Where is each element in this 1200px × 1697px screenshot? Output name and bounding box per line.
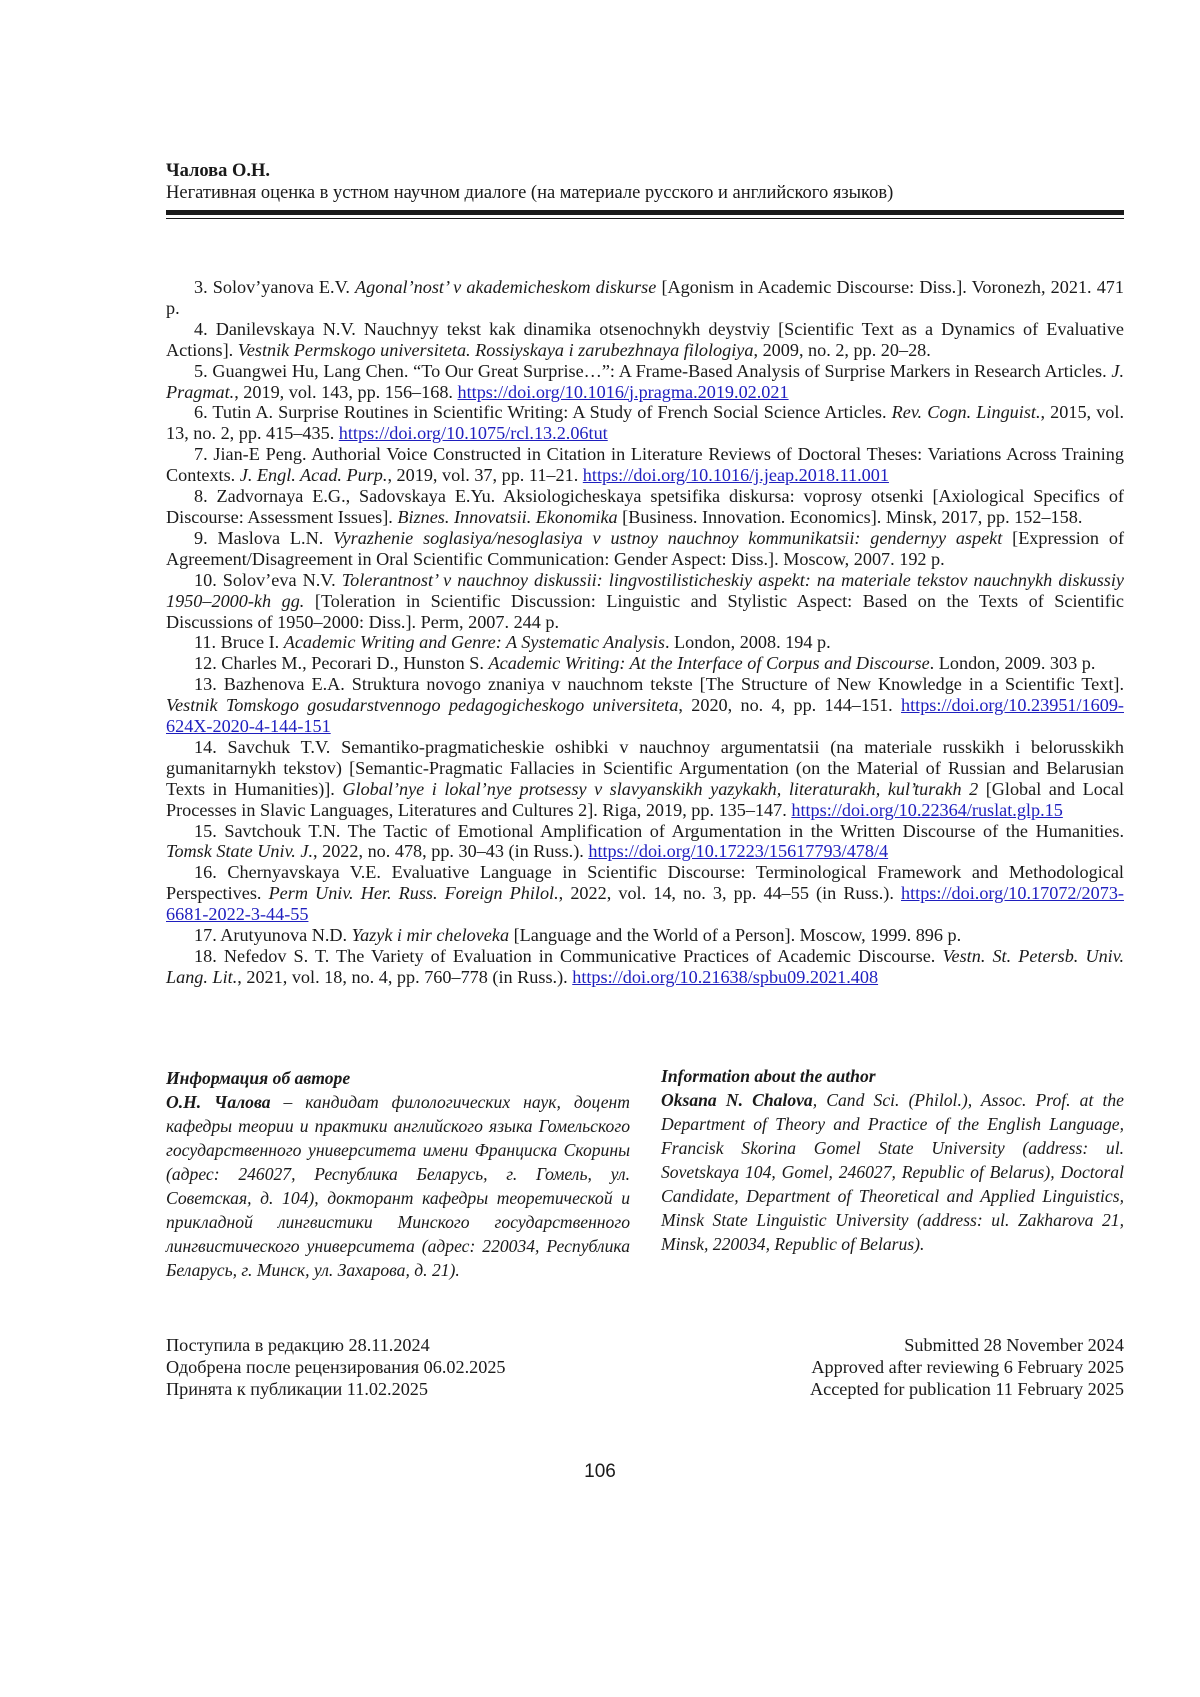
reference-item [166,925,1124,946]
reference-source-title: Academic Writing: At the Interface of Corpus and Discourse [489,653,930,673]
reference-source-title: Yazyk i mir cheloveka [352,925,509,945]
reference-text: , 2021, vol. 18, no. 4, pp. 760–778 (in Russ.). [237,967,572,987]
header-rule-thin [166,218,1124,219]
reference-source-title: Rev. Cogn. Linguist. [892,402,1041,422]
reference-text: , 2020, no. 4, pp. 144–151. [678,695,901,715]
author-info-ru-body [166,1090,630,1282]
reference-item [166,862,1124,925]
reference-source-title: Tolerantnost’ v nauchnoy diskussii: lingvostilisticheskiy aspekt: na materiale tekstov nauchnykh diskussiy 1950–2000-kh gg. [166,570,1124,611]
reference-item [166,319,1124,361]
doi-link[interactable]: https://doi.org/10.1016/j.pragma.2019.02.021 [458,382,789,402]
author-info-en-body [661,1088,1124,1256]
date-submitted-ru: Поступила в редакцию 28.11.2024 [166,1334,646,1356]
page-number: 106 [0,1461,1200,1483]
reference-item [166,528,1124,570]
reference-source-title: Academic Writing and Genre: A Systematic Analysis [284,632,665,652]
reference-text: 3. Solov’yanova E.V. [194,277,355,297]
author-info-ru [166,1066,630,1282]
date-submitted-en: Submitted 28 November 2024 [644,1334,1124,1356]
doi-link[interactable]: https://doi.org/10.1016/j.jeap.2018.11.001 [583,465,889,485]
author-name-en: Oksana N. Chalova [661,1090,813,1110]
reference-text: 4. Danilevskaya N.V. Nauchnyy tekst kak dinamika otsenochnykh deystviy [Scientific Text as a Dynamics of Evaluative Actions]. [166,319,1124,360]
reference-text: 14. Savchuk T.V. Semantiko-pragmaticheskie oshibki v nauchnoy argumentatsii (na materiale russkikh i belorusskikh gumanitarnykh tekstov) [Semantic-Pragmatic Fallacies in Scientific Argumentation (on the Material of Russian and Belarusian Texts in Humanities)]. [166,737,1124,799]
author-info-en-text: , Cand Sci. (Philol.), Assoc. Prof. at the Department of Theory and Practice of the English Language, Francisk Skorina Gomel State University (address: ul. Sovetskaya 104, Gomel, 246027, Republic of Belarus), Doctoral Candidate, Department of Theoretical and Applied Linguistics, Minsk State Linguistic University (address: ul. Zakharova 21, Minsk, 220034, Republic of Belarus). [661,1090,1124,1254]
reference-item [166,653,1124,674]
running-header [166,160,1124,204]
reference-source-title: Vestnik Permskogo universiteta. Rossiyskaya i zarubezhnaya filologiya [238,340,754,360]
author-info-ru-heading: Информация об авторе [166,1066,630,1090]
date-approved-en: Approved after reviewing 6 February 2025 [644,1356,1124,1378]
reference-source-title: Tomsk State Univ. J. [166,841,313,861]
doi-link[interactable]: https://doi.org/10.17072/2073-6681-2022-3-44-55 [166,883,1124,924]
reference-item [166,737,1124,821]
reference-text: 5. Guangwei Hu, Lang Chen. “To Our Great Surprise…”: A Frame-Based Analysis of Surprise Markers in Research Articles. [194,361,1111,381]
reference-text: [Expression of Agreement/Disagreement in Oral Scientific Communication: Gender Aspect: Diss.]. Moscow, 2007. 192 p. [166,528,1124,569]
reference-text: 7. Jian-E Peng. Authorial Voice Constructed in Citation in Literature Reviews of Doctoral Theses: Variations Across Training Contexts. [166,444,1124,485]
reference-item [166,486,1124,528]
reference-text: 12. Charles M., Pecorari D., Hunston S. [194,653,489,673]
reference-item [166,821,1124,863]
reference-text: , 2022, vol. 14, no. 3, pp. 44–55 (in Russ.). [559,883,901,903]
reference-text: [Business. Innovation. Economics]. Minsk, 2017, pp. 152–158. [618,507,1083,527]
reference-source-title: Vestnik Tomskogo gosudarstvennogo pedagogicheskogo universiteta [166,695,678,715]
reference-source-title: J. Pragmat. [166,361,1124,402]
reference-source-title: Biznes. Innovatsii. Ekonomika [397,507,617,527]
date-accepted-en: Accepted for publication 11 February 2025 [644,1378,1124,1400]
reference-text: 18. Nefedov S. T. The Variety of Evaluation in Communicative Practices of Academic Discourse. [194,946,942,966]
doi-link[interactable]: https://doi.org/10.1075/rcl.13.2.06tut [339,423,608,443]
doi-link[interactable]: https://doi.org/10.17223/15617793/478/4 [588,841,888,861]
reference-item [166,632,1124,653]
reference-source-title: J. Engl. Acad. Purp. [240,465,388,485]
reference-item [166,277,1124,319]
header-rule-thick [166,210,1124,215]
journal-page [0,0,1200,1697]
reference-item [166,570,1124,633]
reference-source-title: Agonal’nost’ v akademicheskom diskurse [355,277,656,297]
reference-item [166,444,1124,486]
reference-source-title: Vyrazhenie soglasiya/nesoglasiya v ustnoy nauchnoy kommunikatsii: gendernyy aspekt [333,528,1002,548]
reference-text: 8. Zadvornaya E.G., Sadovskaya E.Yu. Aksiologicheskaya spetsifika diskursa: voprosy otsenki [Axiological Specifics of Discourse: Assessment Issues]. [166,486,1124,527]
reference-source-title: Global’nye i lokal’nye protsessy v slavyanskikh yazykakh, literaturakh, kul’turakh 2 [342,779,978,799]
reference-text: , 2019, vol. 37, pp. 11–21. [387,465,582,485]
reference-text: 6. Tutin A. Surprise Routines in Scientific Writing: A Study of French Social Science Articles. [194,402,892,422]
reference-text: 15. Savtchouk T.N. The Tactic of Emotional Amplification of Argumentation in the Written Discourse of the Humanities. [194,821,1124,841]
reference-text: 16. Chernyavskaya V.E. Evaluative Language in Scientific Discourse: Terminological Framework and Methodological Perspectives. [166,862,1124,903]
reference-text: 11. Bruce I. [194,632,284,652]
reference-text: . London, 2009. 303 p. [930,653,1096,673]
reference-text: 9. Maslova L.N. [194,528,333,548]
doi-link[interactable]: https://doi.org/10.22364/ruslat.glp.15 [791,800,1062,820]
reference-text: 17. Arutyunova N.D. [194,925,352,945]
reference-text: 13. Bazhenova E.A. Struktura novogo znaniya v nauchnom tekste [The Structure of New Knowledge in a Scientific Text]. [194,674,1124,694]
reference-text: [Global and Local Processes in Slavic Languages, Literatures and Cultures 2]. Riga, 2019, pp. 135–147. [166,779,1124,820]
reference-item [166,361,1124,403]
reference-item [166,946,1124,988]
header-title: Негативная оценка в устном научном диалоге (на материале русского и английского языков) [166,182,1124,204]
date-approved-ru: Одобрена после рецензирования 06.02.2025 [166,1356,646,1378]
author-info-en [661,1064,1124,1256]
doi-link[interactable]: https://doi.org/10.21638/spbu09.2021.408 [572,967,878,987]
reference-item [166,674,1124,737]
author-name-ru: О.Н. Чалова [166,1092,271,1112]
reference-text: . London, 2008. 194 p. [665,632,831,652]
doi-link[interactable]: https://doi.org/10.23951/1609-624X-2020-4-144-151 [166,695,1124,736]
header-author: Чалова О.Н. [166,160,1124,182]
reference-text: , 2022, no. 478, pp. 30–43 (in Russ.). [313,841,588,861]
reference-source-title: Perm Univ. Her. Russ. Foreign Philol. [269,883,559,903]
reference-list [166,277,1124,988]
reference-text: , 2009, no. 2, pp. 20–28. [753,340,930,360]
date-accepted-ru: Принята к публикации 11.02.2025 [166,1378,646,1400]
author-info-ru-text: – кандидат филологических наук, доцент кафедры теории и практики английского языка Гомельского государственного университета имени Франциска Скорины (адрес: 246027, Республика Беларусь, г. Гомель, ул. Советская, д. 104), докторант кафедры теоретической и прикладной лингвистики Минского государственного лингвистического университета (адрес: 220034, Республика Беларусь, г. Минск, ул. Захарова, д. 21). [166,1092,630,1280]
reference-text: [Agonism in Academic Discourse: Diss.]. Voronezh, 2021. 471 p. [166,277,1124,318]
reference-text: 10. Solov’eva N.V. [194,570,342,590]
publication-dates-en [644,1334,1124,1400]
reference-text: [Language and the World of a Person]. Moscow, 1999. 896 p. [509,925,961,945]
reference-text: , 2015, vol. 13, no. 2, pp. 415–435. [166,402,1124,443]
reference-source-title: Vestn. St. Petersb. Univ. Lang. Lit. [166,946,1124,987]
reference-text: , 2019, vol. 143, pp. 156–168. [234,382,457,402]
author-info-en-heading: Information about the author [661,1064,1124,1088]
publication-dates-ru [166,1334,646,1400]
reference-item [166,402,1124,444]
reference-text: [Toleration in Scientific Discussion: Linguistic and Stylistic Aspect: Based on the Texts of Scientific Discussions of 1950–2000: Diss.]. Perm, 2007. 244 p. [166,591,1124,632]
